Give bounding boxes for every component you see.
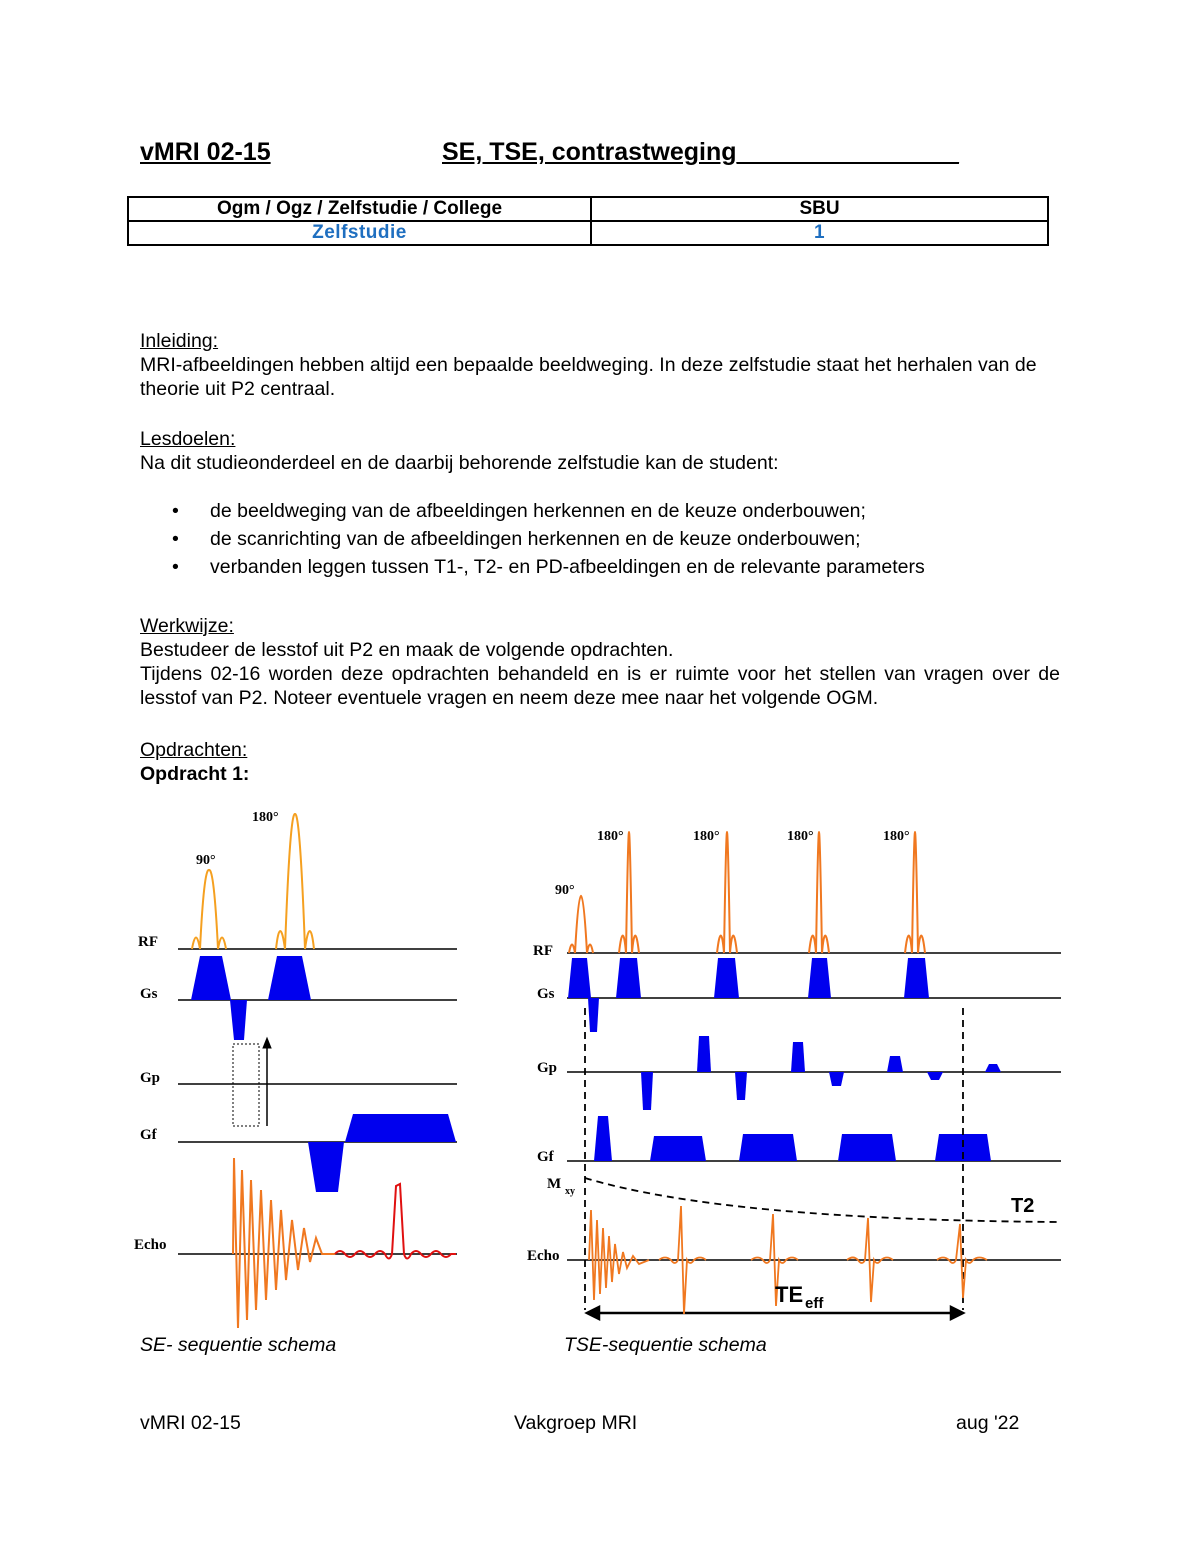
table-cell-sbu: 1 [591,221,1048,245]
list-item: • de beeldweging van de afbeeldingen herkennen en de keuze onderbouwen; [172,500,866,522]
method-heading: Werkwijze: [140,615,234,637]
gs-lobe-2 [268,956,311,1000]
se-label-90: 90° [196,853,216,868]
tse-label-180-2: 180° [693,829,720,844]
tse-label-gp: Gp [537,1060,558,1076]
tse-label-te-sub: eff [805,1295,824,1312]
gs-refocus [230,1000,247,1040]
document-title: SE, TSE, contrastweging________________ [442,138,959,166]
intro-text: MRI-afbeeldingen hebben altijd een bepaalde beeldweging. In deze zelfstudie staat het herhalen van de theorie uit P2 centraal. [140,354,1037,400]
table-header-type: Ogm / Ogz / Zelfstudie / College [128,197,591,221]
meta-table [127,196,1049,246]
tse-label-echo: Echo [527,1248,560,1264]
method-line-1: Bestudeer de lesstof uit P2 en maak de volgende opdrachten. [140,639,674,661]
se-label-rf: RF [138,934,158,950]
rf-pulse-90 [192,870,226,949]
table-cell-type: Zelfstudie [128,221,591,245]
tse-label-gf: Gf [537,1149,554,1165]
goals-heading: Lesdoelen: [140,428,236,450]
gs-lobe-1 [191,956,231,1000]
rf-pulse-180 [276,814,314,949]
footer-right: aug '22 [956,1412,1020,1434]
tse-label-180-3: 180° [787,829,814,844]
se-sequence-diagram [130,808,460,1328]
gf-readout [345,1114,456,1142]
tse-caption: TSE-sequentie schema [564,1334,767,1356]
tse-sequence-diagram [525,820,1065,1328]
table-row [128,221,1048,245]
tse-label-180-1: 180° [597,829,624,844]
se-label-gp: Gp [140,1070,161,1086]
tse-rf-180-1 [619,832,639,953]
te-eff-arrow [587,1307,963,1319]
se-label-gf: Gf [140,1127,157,1143]
footer-center: Vakgroep MRI [514,1412,638,1434]
tse-label-te: TE [775,1282,804,1307]
tse-label-mxy: M [547,1176,562,1192]
assignment-1-title: Opdracht 1: [140,763,250,785]
document-code: vMRI 02-15 [140,138,271,166]
gp-phase-table [233,1038,271,1126]
tse-label-180-4: 180° [883,829,910,844]
list-item: • verbanden leggen tussen T1-, T2- en PD-afbeeldingen en de relevante parameters [172,556,925,578]
table-header-sbu: SBU [591,197,1048,221]
table-header-row [128,197,1048,221]
se-label-180: 180° [252,810,279,825]
goals-intro: Na dit studieonderdeel en de daarbij behorende zelfstudie kan de student: [140,452,779,474]
bullet-icon: • [172,556,179,578]
tse-label-gs: Gs [537,986,555,1002]
t2-decay-curve [585,1178,1061,1222]
gf-prephase [308,1142,344,1192]
echo-signal [335,1184,456,1259]
tse-rf-180-2 [717,832,737,953]
tse-label-rf: RF [533,943,553,959]
tse-rf-180-4 [905,832,925,953]
tse-rf-90 [569,896,593,953]
method-line-2: Tijdens 02-16 worden deze opdrachten behandeld en is er ruimte voor het stellen van vragen over de lesstof van P2. Noteer eventuele vragen en neem deze mee naar het volgende OGM. [140,663,1060,709]
tse-label-mxy-sub: xy [565,1186,575,1197]
tse-label-90: 90° [555,883,575,898]
se-label-echo: Echo [134,1237,167,1253]
tse-rf-180-3 [809,832,829,953]
list-item: • de scanrichting van de afbeeldingen herkennen en de keuze onderbouwen; [172,528,861,550]
assignments-heading: Opdrachten: [140,739,248,761]
tse-label-t2: T2 [1011,1195,1035,1217]
se-caption: SE- sequentie schema [140,1334,337,1356]
bullet-icon: • [172,528,179,550]
goals-list [140,499,925,583]
footer-left: vMRI 02-15 [140,1412,241,1434]
intro-heading: Inleiding: [140,330,219,352]
se-label-gs: Gs [140,986,158,1002]
bullet-icon: • [172,500,179,522]
